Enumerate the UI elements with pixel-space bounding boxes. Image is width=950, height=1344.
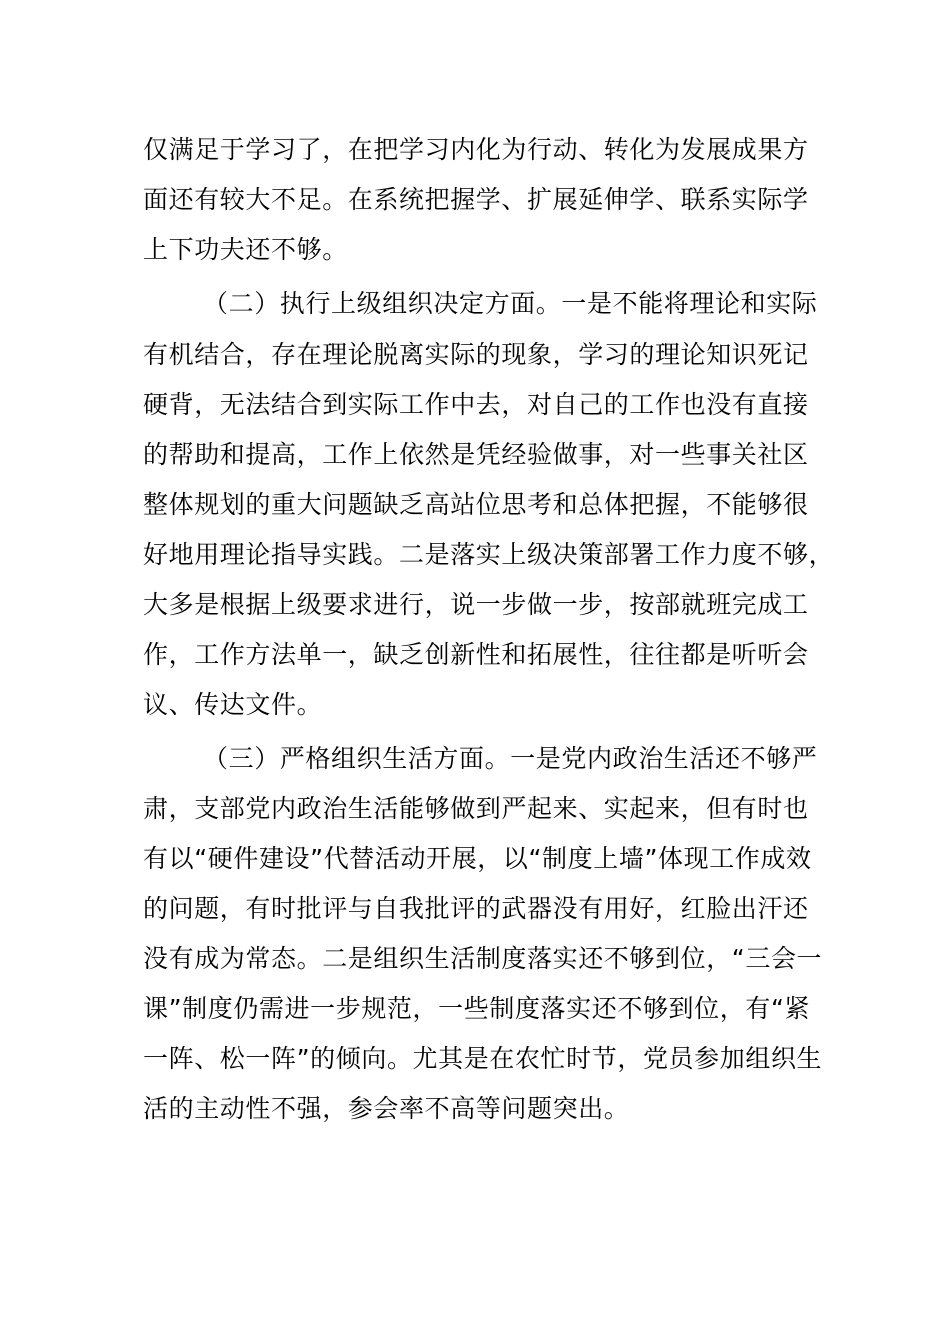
text-line: 整体规划的重大问题缺乏高站位思考和总体把握，不能够很	[143, 490, 809, 519]
text-line: 有以“硬件建设”代替活动开展，以“制度上墙”体现工作成效	[143, 844, 812, 873]
text-line: 的问题，有时批评与自我批评的武器没有用好，红脸出汗还	[143, 894, 809, 923]
text-line: 仅满足于学习了，在把学习内化为行动、转化为发展成果方	[143, 135, 809, 164]
section-heading-line: （二）执行上级组织决定方面。一是不能将理论和实际	[203, 289, 818, 318]
text-line: 的帮助和提高，工作上依然是凭经验做事，对一些事关社区	[143, 440, 809, 469]
text-line: 议、传达文件。	[143, 690, 323, 719]
text-line: 课”制度仍需进一步规范，一些制度落实还不够到位，有“紧	[143, 994, 811, 1023]
text-line: 硬背，无法结合到实际工作中去，对自己的工作也没有直接	[143, 390, 809, 419]
text-line: 有机结合，存在理论脱离实际的现象，学习的理论知识死记	[143, 340, 809, 369]
text-line: 作，工作方法单一，缺乏创新性和拓展性，往往都是听听会	[143, 640, 809, 669]
section-heading-line: （三）严格组织生活方面。一是党内政治生活还不够严	[203, 744, 818, 773]
text-line: 一阵、松一阵”的倾向。尤其是在农忙时节，党员参加组织生	[143, 1044, 823, 1073]
text-line: 面还有较大不足。在系统把握学、扩展延伸学、联系实际学	[143, 185, 809, 214]
text-line: 上下功夫还不够。	[143, 235, 348, 264]
text-line: 大多是根据上级要求进行，说一步做一步，按部就班完成工	[143, 590, 809, 619]
text-line: 好地用理论指导实践。二是落实上级决策部署工作力度不够，	[143, 540, 835, 569]
text-line: 没有成为常态。二是组织生活制度落实还不够到位，“三会一	[143, 944, 823, 973]
text-line: 活的主动性不强，参会率不高等问题突出。	[143, 1094, 630, 1123]
text-line: 肃，支部党内政治生活能够做到严起来、实起来，但有时也	[143, 794, 809, 823]
